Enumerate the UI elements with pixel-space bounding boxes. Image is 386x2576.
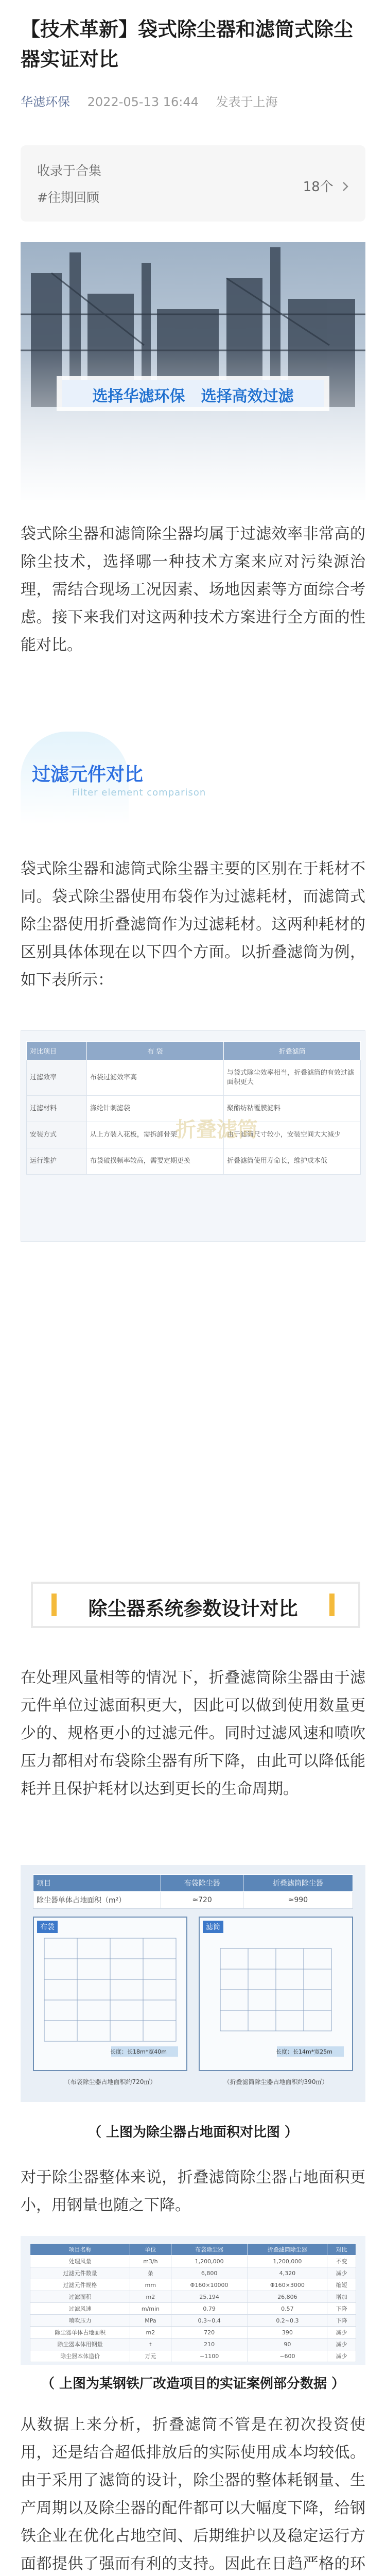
table-cell: 0.3~0.4 <box>171 2315 248 2327</box>
table-cell: 处理风量 <box>30 2256 130 2267</box>
plan-area-label: 长度：长18m*宽40m <box>110 2048 167 2055</box>
table-cell: 除尘器本体用钢量 <box>30 2338 130 2350</box>
section-title: 过滤元件对比 <box>32 764 144 785</box>
hero-banner-text: 选择华滤环保 选择高效过滤 <box>92 387 294 405</box>
table-cell: 720 <box>171 2327 248 2338</box>
intro-paragraph: 袋式除尘器和滤筒除尘器均属于过滤效率非常高的除尘技术，选择哪一种技术方案来应对污染源治理，需结合现场工况因素、场地因素等方面综合考虑。接下来我们对这两种技术方案进行全方面的性能对比。 <box>21 525 365 654</box>
case-data-table <box>30 2243 356 2362</box>
section-subtitle: Filter element comparison <box>72 787 206 798</box>
table-row <box>30 2279 356 2291</box>
table-cell: 0.2~0.3 <box>248 2315 327 2327</box>
table-row <box>30 2267 356 2279</box>
table-cell: m2 <box>130 2327 171 2338</box>
collection-tag[interactable]: #往期回顾 <box>37 190 99 205</box>
publish-date: 2022-05-13 16:44 <box>87 95 199 109</box>
table-cell: m2 <box>130 2291 171 2303</box>
table-cell: 过滤效率 <box>27 1060 87 1096</box>
figure-caption: （ 上图为某钢铁厂改造项目的实证案例部分数据 ） <box>41 2376 345 2392</box>
table-cell: ~600 <box>248 2350 327 2362</box>
table-header-cell: 布袋除尘器 <box>171 2244 248 2256</box>
collection-card[interactable] <box>21 145 365 222</box>
header-cell: 项目 <box>33 1875 161 1892</box>
header-cell: 布袋除尘器 <box>161 1875 243 1892</box>
filter-table <box>26 1041 361 1175</box>
table-header-cell: 对比项目 <box>27 1042 87 1060</box>
table-cell: ~1100 <box>171 2350 248 2362</box>
table-cell: 缩短 <box>327 2279 356 2291</box>
table-cell: MPa <box>130 2315 171 2327</box>
plan-footnote: （布袋除尘器占地面积约720㎡） <box>64 2078 156 2086</box>
table-cell: 下降 <box>327 2315 356 2327</box>
table-cell: Φ160×3000 <box>248 2279 327 2291</box>
table-cell: 减少 <box>327 2327 356 2338</box>
table-cell: 390 <box>248 2327 327 2338</box>
case-data-table-image <box>21 2236 365 2365</box>
table-cell: 4,320 <box>248 2267 327 2279</box>
table-cell: 90 <box>248 2338 327 2350</box>
table-cell: 万元 <box>130 2350 171 2362</box>
table-cell: Φ160×10000 <box>171 2279 248 2291</box>
table-cell: 由于滤筒尺寸较小，安装空间大大减少 <box>223 1122 360 1148</box>
chevron-right-icon <box>342 181 349 192</box>
table-cell: ≈990 <box>243 1892 353 1909</box>
table-header-cell: 单位 <box>130 2244 171 2256</box>
article-title: 【技术革新】袋式除尘器和滤筒式除尘器实证对比 <box>21 18 354 71</box>
table-cell: mm <box>130 2279 171 2291</box>
table-row <box>30 2327 356 2338</box>
baghouse-plan <box>33 1917 187 2071</box>
table-cell: 减少 <box>327 2338 356 2350</box>
footprint-comparison-image <box>21 1865 365 2102</box>
table-cell: 涤纶针刺滤袋 <box>86 1096 223 1122</box>
figure-caption: （ 上图为除尘器占地面积对比图 ） <box>87 2125 299 2140</box>
table-header-cell: 折叠滤筒除尘器 <box>248 2244 327 2256</box>
header-cell: 折叠滤筒除尘器 <box>243 1875 353 1892</box>
table-cell: 减少 <box>327 2267 356 2279</box>
table-row <box>30 2338 356 2350</box>
table-cell: 210 <box>171 2338 248 2350</box>
table-row <box>27 1060 361 1096</box>
table-header-cell: 布 袋 <box>86 1042 223 1060</box>
params-paragraph: 在处理风量相等的情况下，折叠滤筒除尘器由于滤元件单位过滤面积更大，因此可以做到使用数量更少的、规格更小的过滤元件。同时过滤风速和喷吹压力都相对布袋除尘器有所下降，由此可以降低能耗并且保护耗材以达到更长的生命周期。 <box>21 1669 365 1798</box>
table-cell: 0.57 <box>248 2303 327 2315</box>
table-row <box>27 1148 361 1175</box>
table-cell: 折叠滤筒使用寿命长，维护成本低 <box>223 1148 360 1175</box>
table-cell: 喷吹压力 <box>30 2315 130 2327</box>
filter-comparison-table <box>21 1030 365 1242</box>
table-cell: 布袋过滤效率高 <box>86 1060 223 1096</box>
comparison-paragraph: 袋式除尘器和滤筒式除尘器主要的区别在于耗材不同。袋式除尘器使用布袋作为过滤耗材，而滤筒式除尘器使用折叠滤筒作为过滤耗材。这两种耗材的区别具体体现在以下四个方面。以折叠滤筒为例，如下表所示： <box>21 860 365 989</box>
collection-label: 收录于合集 <box>37 163 102 178</box>
table-cell: 从上方装入花板，需拆卸骨架 <box>86 1122 223 1148</box>
table-row <box>30 2350 356 2362</box>
table-cell: 1,200,000 <box>248 2256 327 2267</box>
table-cell: 25,194 <box>171 2291 248 2303</box>
table-row <box>30 2256 356 2267</box>
plan-title: 布袋 <box>37 1921 58 1933</box>
table-cell: 过滤材料 <box>27 1096 87 1122</box>
table-cell: 过滤元件规格 <box>30 2279 130 2291</box>
table-cell: 6,800 <box>171 2267 248 2279</box>
publish-location: 发表于上海 <box>216 95 278 109</box>
table-cell: 聚酯纺粘覆膜滤料 <box>223 1096 360 1122</box>
table-header-cell: 折叠滤筒 <box>223 1042 360 1060</box>
plan-area-label: 长度：长14m*宽25m <box>276 2048 332 2055</box>
plan-title: 滤筒 <box>203 1921 223 1933</box>
table-cell: 运行维护 <box>27 1148 87 1175</box>
section-title: 除尘器系统参数设计对比 <box>88 1598 298 1620</box>
table-cell: 0.79 <box>171 2303 248 2315</box>
collection-count: 18个 <box>303 176 349 195</box>
article-meta <box>21 92 278 110</box>
table-cell: t <box>130 2338 171 2350</box>
table-cell: 过滤元件数量 <box>30 2267 130 2279</box>
table-cell: ≈720 <box>161 1892 243 1909</box>
section-header-filter <box>21 701 365 824</box>
table-header-cell: 对比 <box>327 2244 356 2256</box>
footprint-paragraph: 对于除尘器整体来说，折叠滤筒除尘器占地面积更小，用钢量也随之下降。 <box>21 2168 365 2214</box>
footprint-table <box>33 1874 353 1909</box>
table-cell: 过滤风速 <box>30 2303 130 2315</box>
table-cell: 条 <box>130 2267 171 2279</box>
table-cell: m/min <box>130 2303 171 2315</box>
table-cell: 除尘器单体占地面积（m²） <box>33 1892 161 1909</box>
table-cell: 下降 <box>327 2303 356 2315</box>
table-cell: 过滤面积 <box>30 2291 130 2303</box>
plan-footnote: （折叠滤筒除尘器占地面积约390㎡） <box>223 2078 328 2086</box>
table-cell: 26,806 <box>248 2291 327 2303</box>
hero-image <box>21 242 365 500</box>
table-cell: 减少 <box>327 2350 356 2362</box>
factory-illustration <box>21 242 365 500</box>
table-cell: 增加 <box>327 2291 356 2303</box>
table-cell: 安装方式 <box>27 1122 87 1148</box>
table-cell: 除尘器单体占地面积 <box>30 2327 130 2338</box>
table-cell: 不变 <box>327 2256 356 2267</box>
table-header-cell: 项目名称 <box>30 2244 130 2256</box>
account-name[interactable]: 华滤环保 <box>21 95 70 109</box>
table-row <box>30 2291 356 2303</box>
table-row <box>30 2303 356 2315</box>
table-watermark: 折叠滤筒 <box>176 1118 258 1142</box>
table-row <box>30 2315 356 2327</box>
table-cell: m3/h <box>130 2256 171 2267</box>
section-header-params <box>21 1571 365 1638</box>
table-cell: 与袋式除尘效率相当，折叠滤筒的有效过滤面积更大 <box>223 1060 360 1096</box>
conclusion-paragraph: 从数据上来分析，折叠滤筒不管是在初次投资使用，还是结合超低排放后的实际使用成本均较低。由于采用了滤筒的设计，除尘器的整体耗钢量、生产周期以及除尘器的配件都可以大幅度下降，给钢铁企业在优化占地空间、后期维护以及稳定运行方面都提供了强而有利的支持。因此在日趋严格的环 <box>21 2416 365 2573</box>
table-cell: 除尘器本体造价 <box>30 2350 130 2362</box>
table-cell: 1,200,000 <box>171 2256 248 2267</box>
cartridge-plan <box>199 1917 353 2071</box>
table-cell: 布袋破损频率较高，需要定期更换 <box>86 1148 223 1175</box>
